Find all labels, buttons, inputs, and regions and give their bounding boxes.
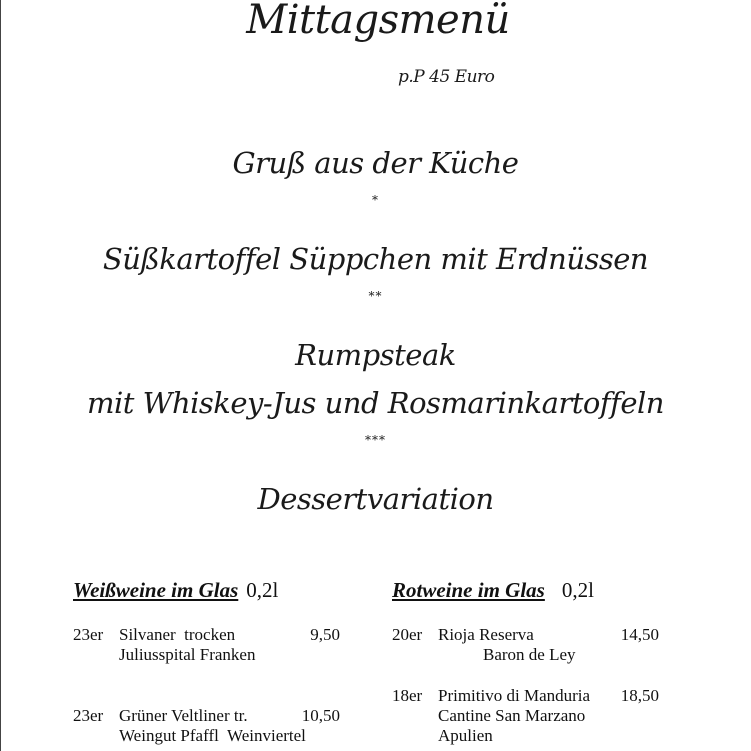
wine-name: Silvaner trocken xyxy=(119,625,236,644)
red-wine-section xyxy=(392,578,692,751)
course-separator-2: ** xyxy=(368,289,383,303)
white-wine-heading xyxy=(73,578,278,602)
wine-price: 18,50 xyxy=(620,686,659,705)
wine-producer: Cantine San Marzano xyxy=(438,706,586,725)
course-main: Rumpsteak xyxy=(295,338,456,372)
wine-price: 14,50 xyxy=(620,625,659,644)
menu-title: Mittagsmenü xyxy=(246,0,510,43)
wine-year: 23er xyxy=(73,706,104,725)
course-separator-1: * xyxy=(372,193,379,207)
course-soup: Süßkartoffel Süppchen mit Erdnüssen xyxy=(102,242,649,276)
wine-name: Primitivo di Manduria xyxy=(438,686,591,705)
red-wine-title: Rotweine im Glas xyxy=(392,578,545,602)
wine-price: 9,50 xyxy=(310,625,340,644)
page-left-edge xyxy=(0,0,1,751)
wine-producer: Juliusspital Franken xyxy=(119,645,256,664)
red-wine-heading xyxy=(392,578,594,602)
wine-price: 10,50 xyxy=(301,706,340,725)
course-separator-3: *** xyxy=(365,433,386,447)
wine-name: Rioja Reserva xyxy=(438,625,534,644)
menu-price: p.P 45 Euro xyxy=(398,67,495,87)
white-wine-title: Weißweine im Glas xyxy=(73,578,239,602)
wine-year: 18er xyxy=(392,686,423,705)
course-main-description: mit Whiskey-Jus und Rosmarinkartoffeln xyxy=(87,386,664,420)
course-dessert: Dessertvariation xyxy=(257,482,494,516)
wine-producer: Baron de Ley xyxy=(483,645,576,664)
wine-name: Grüner Veltliner tr. xyxy=(119,706,248,725)
wine-year: 20er xyxy=(392,625,423,644)
wine-producer: Weingut Pfaffl Weinviertel xyxy=(119,726,306,745)
wine-year: 23er xyxy=(73,625,104,644)
white-wine-section xyxy=(73,578,363,751)
wine-region: Apulien xyxy=(438,726,493,745)
white-wine-volume: 0,2l xyxy=(246,578,279,602)
red-wine-volume: 0,2l xyxy=(561,578,594,602)
course-greeting: Gruß aus der Küche xyxy=(232,146,519,180)
